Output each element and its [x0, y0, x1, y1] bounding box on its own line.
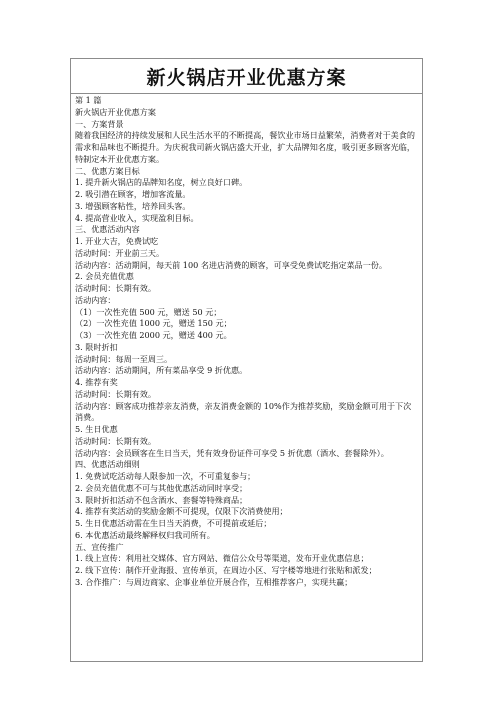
- body-line: 2. 会员充值优惠: [75, 271, 134, 282]
- body-line: 4. 推荐有奖活动的奖励金额不可提现，仅限下次消费使用；: [75, 506, 288, 517]
- body-line: 3. 增强顾客粘性，培养回头客。: [75, 200, 191, 211]
- body-line: 4. 提高营业收入，实现盈利目标。: [75, 212, 199, 223]
- body-line: 活动内容：活动期间，每天前 100 名进店消费的顾客，可享受免费试吃指定菜品一份。: [75, 259, 387, 270]
- body-line: 五、宣传推广: [75, 541, 124, 552]
- body-line: 新火锅店开业优惠方案: [75, 106, 156, 117]
- body-line: 2. 线下宣传：制作开业海报、宣传单页，在周边小区、写字楼等地进行张贴和派发；: [75, 565, 377, 575]
- body-line: 1. 提升新火锅店的品牌知名度，树立良好口碑。: [75, 177, 248, 188]
- body-line: 一、方案背景: [75, 118, 124, 129]
- body-line: 活动内容：活动期间，所有菜品享受 9 折优惠。: [75, 365, 248, 376]
- body-line: 活动内容：: [75, 294, 116, 305]
- body-line: 1. 免费试吃活动每人限参加一次，不可重复参与；: [75, 471, 256, 481]
- body-line: 6. 本优惠活动最终解释权归我司所有。: [75, 529, 215, 540]
- body-line: 活动时间：长期有效。: [75, 388, 156, 399]
- body-line: 3. 限时折扣: [75, 341, 118, 352]
- body-line: 2. 会员充值优惠不可与其他优惠活动同时享受；: [75, 482, 248, 493]
- body-line: 3. 合作推广：与周边商家、企事业单位开展合作，互相推荐客户，实现共赢；: [75, 576, 353, 587]
- body-line: 5. 生日优惠活动需在生日当天消费，不可提前或延后；: [75, 518, 272, 528]
- body-line: 活动内容：会员顾客在生日当天，凭有效身份证件可享受 5 折优惠（酒水、套餐除外）。: [75, 447, 389, 458]
- document-title: 新火锅店开业优惠方案: [71, 59, 422, 94]
- body-line: 第 1 篇: [75, 95, 102, 105]
- body-line: 四、优惠活动细则: [75, 459, 140, 470]
- body-line: 1. 线上宣传：利用社交媒体、官方网站、微信公众号等渠道，发布开业优惠信息；: [75, 553, 369, 564]
- body-line: 2. 吸引潜在顾客，增加客流量。: [75, 189, 191, 199]
- body-line: 二、优惠方案目标: [75, 165, 140, 176]
- body-line: 三、优惠活动内容: [75, 224, 140, 235]
- document-page: [70, 58, 423, 662]
- body-line: 5. 生日优惠: [75, 424, 118, 434]
- body-line: 活动时间：长期有效。: [75, 283, 156, 293]
- body-line: 1. 开业大吉，免费试吃: [75, 236, 159, 246]
- body-line: 随着我国经济的持续发展和人民生活水平的不断提高，餐饮业市场日益繁荣，消费者对于美食的需求和品味也不断提升。为庆祝我司新火锅店盛大开业，扩大品牌知名度，吸引更多顾客光临，特制定本开业优惠方案。: [75, 130, 415, 164]
- body-line: 活动时间：长期有效。: [75, 435, 156, 446]
- body-line: 活动内容：顾客成功推荐亲友消费，亲友消费金额的 10%作为推荐奖励，奖励金额可用于下次消费。: [75, 400, 412, 423]
- body-line: （3）一次性充值 2000 元，赠送 400 元。: [75, 330, 232, 340]
- document-body: [71, 94, 422, 589]
- body-line: 4. 推荐有奖: [75, 377, 118, 387]
- body-line: 活动时间：开业前三天。: [75, 247, 165, 258]
- body-line: 3. 限时折扣活动不包含酒水、套餐等特殊商品；: [75, 494, 248, 505]
- body-line: （1）一次性充值 500 元，赠送 50 元；: [75, 306, 222, 317]
- body-line: （2）一次性充值 1000 元，赠送 150 元；: [75, 318, 232, 329]
- body-line: 活动时间：每周一至周三。: [75, 353, 173, 364]
